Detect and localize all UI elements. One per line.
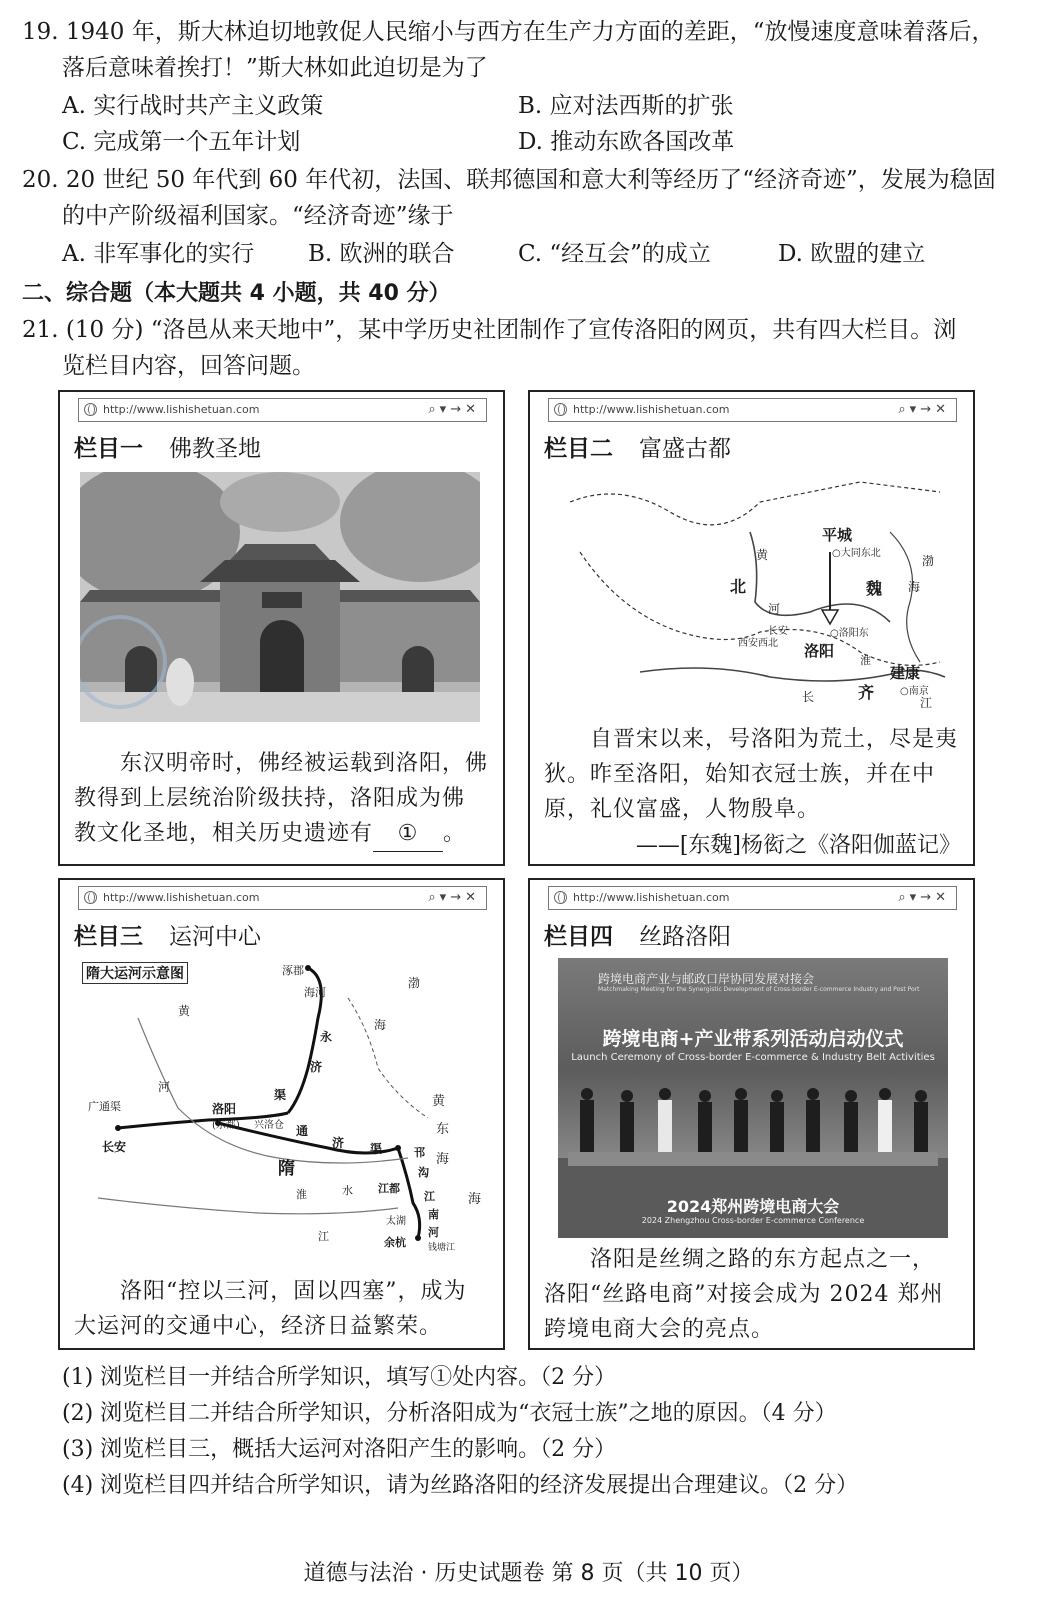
panel-ancient-capital (528, 390, 975, 866)
map-label-bohai: 渤 (922, 554, 935, 568)
map-label-huang2: 黄 (432, 1094, 446, 1109)
page-footer: 道德与法治 · 历史试题卷 第 8 页（共 10 页） (303, 1561, 754, 1586)
map-label-zhuojun: 涿郡 (282, 964, 304, 977)
panel-text-line3: 原，礼仪富盛，人物殷阜。 (544, 797, 821, 822)
url-text: http://www.lishishetuan.com (573, 891, 730, 904)
panel-title (74, 918, 261, 951)
map-label-han: 邗 (414, 1146, 425, 1159)
map-label-hai1: 海 (374, 1018, 387, 1032)
banner-line1: 跨境电商产业与邮政口岸协同发展对接会 (598, 972, 815, 986)
banner-line2: 跨境电商+产业带系列活动启动仪式 (602, 1028, 904, 1050)
map-label-shui: 水 (342, 1184, 353, 1197)
q19-stem-line1: 19. 1940 年，斯大林迫切地敦促人民缩小与西方在生产力方面的差距，“放慢速度意味着落后， (22, 19, 995, 45)
map-label-huai: 淮 (860, 654, 871, 667)
map-label-jiang: 江 (424, 1190, 435, 1203)
q19-option-d: D. 推动东欧各国改革 (518, 129, 735, 155)
northern-wei-map (560, 472, 950, 712)
map-label-bei: 北 (730, 577, 747, 596)
map-title: 隋大运河示意图 (82, 962, 188, 984)
browser-controls-icon[interactable]: ⌕▾→✕ (428, 890, 480, 905)
map-label-pingcheng: 平城 (822, 526, 853, 544)
banner-line1-en: Matchmaking Meeting for the Synergistic Development of Cross-border E-commerce Industry and Post Port (598, 986, 920, 993)
map-label-ji2: 济 (332, 1136, 345, 1150)
address-bar[interactable] (548, 398, 957, 422)
map-label-dong: 东 (436, 1122, 450, 1137)
panel-title (74, 430, 261, 463)
browser-controls-icon[interactable]: ⌕▾→✕ (898, 890, 950, 905)
map-label-sui: 隋 (278, 1159, 295, 1179)
address-bar[interactable] (78, 886, 487, 910)
panel-topic: 丝路洛阳 (639, 924, 731, 950)
q19-option-b: B. 应对法西斯的扩张 (518, 93, 734, 119)
panel-text-line2: 教得到上层统治阶级扶持，洛阳成为佛 (74, 786, 466, 811)
panel-topic: 运河中心 (169, 924, 261, 950)
map-label-qu: 渠 (274, 1088, 287, 1102)
banner-line3: 2024郑州跨境电商大会 (666, 1197, 840, 1216)
sui-canal-map (78, 958, 488, 1258)
map-label-xian: 西安西北 (738, 638, 778, 649)
panel-text-line1: 东汉明帝时，佛经被运载到洛阳，佛 (120, 751, 489, 776)
map-label-tong: 通 (296, 1124, 309, 1138)
map-label-hai3: 海 (468, 1192, 482, 1207)
map-label-luoyangdong: ○洛阳东 (830, 628, 869, 639)
map-label-qiantang: 钱塘江 (428, 1243, 456, 1253)
map-label-yuhang: 余杭 (384, 1236, 406, 1249)
q19-option-c: C. 完成第一个五年计划 (62, 129, 301, 155)
white-horse-temple-photo (80, 472, 480, 722)
map-label-chang: 长 (802, 690, 815, 704)
panel-topic: 佛教圣地 (169, 436, 261, 462)
subquestion-2: (2) 浏览栏目二并结合所学知识，分析洛阳成为“衣冠士族”之地的原因。（4 分） (62, 1401, 837, 1426)
map-label-taihu: 太湖 (386, 1216, 406, 1227)
panel-title (544, 918, 731, 951)
q20-stem-line2: 的中产阶级福利国家。“经济奇迹”缘于 (62, 203, 454, 229)
map-label-dongdu: (东都) (212, 1120, 240, 1131)
panel-canal-center (58, 878, 505, 1350)
map-label-he: 河 (158, 1080, 171, 1094)
map-label-wei: 魏 (866, 579, 883, 598)
globe-icon (84, 403, 97, 416)
panel-text-line2: 狄。昨至洛阳，始知衣冠士族，并在中 (544, 762, 936, 787)
q20-stem-line1: 20. 20 世纪 50 年代到 60 年代初，法国、联邦德国和意大利等经历了“经济奇迹”，发展为稳固 (22, 167, 996, 193)
address-bar[interactable] (548, 886, 957, 910)
map-label-nanjing: ○南京 (900, 686, 929, 697)
panel-label: 栏目一 (74, 436, 143, 462)
panel-topic: 富盛古都 (639, 436, 731, 462)
map-label-guangtong: 广通渠 (88, 1100, 121, 1113)
map-label-jiang2: 江 (318, 1230, 329, 1243)
map-label-jiangdu: 江都 (378, 1182, 400, 1195)
map-label-he2: 河 (428, 1226, 439, 1239)
map-label-changan: 长安 (102, 1140, 127, 1154)
url-text: http://www.lishishetuan.com (103, 403, 260, 416)
map-label-luoyang: 洛阳 (212, 1102, 237, 1116)
panel-silk-road (528, 878, 975, 1350)
map-label-huai: 淮 (296, 1188, 307, 1201)
q20-option-b: B. 欧洲的联合 (308, 241, 455, 267)
panel-buddhism (58, 390, 505, 866)
globe-icon (554, 891, 567, 904)
map-label-xingluocang: 兴洛仓 (254, 1120, 284, 1131)
answer-blank[interactable]: ① (373, 816, 443, 852)
ecommerce-conference-photo (558, 958, 948, 1238)
banner-line3-en: 2024 Zhengzhou Cross-border E-commerce Conference (641, 1216, 865, 1225)
map-label-yong: 永 (320, 1030, 333, 1044)
map-label-huang: 黄 (178, 1004, 191, 1018)
subquestion-3: (3) 浏览栏目三，概括大运河对洛阳产生的影响。（2 分） (62, 1437, 617, 1462)
q21-stem-line2: 览栏目内容，回答问题。 (62, 353, 315, 379)
panel-label: 栏目二 (544, 436, 613, 462)
map-label-hai2: 海 (436, 1152, 450, 1167)
q20-option-d: D. 欧盟的建立 (778, 241, 926, 267)
address-bar[interactable] (78, 398, 487, 422)
map-label-hai: 海 (908, 580, 921, 594)
url-text: http://www.lishishetuan.com (103, 891, 260, 904)
browser-controls-icon[interactable]: ⌕▾→✕ (898, 402, 950, 417)
panel-label: 栏目四 (544, 924, 613, 950)
map-label-he: 河 (768, 602, 781, 616)
map-label-qu2: 渠 (370, 1142, 383, 1156)
map-label-jiang: 江 (920, 696, 933, 710)
panel-text-line3: 教文化圣地，相关历史遗迹有 ① 。 (74, 816, 491, 852)
panel-text-line2: 大运河的交通中心，经济日益繁荣。 (74, 1314, 443, 1339)
map-label-bo: 渤 (408, 976, 421, 990)
banner-line2-en: Launch Ceremony of Cross-border E-commerce & Industry Belt Activities (571, 1052, 935, 1063)
url-text: http://www.lishishetuan.com (573, 403, 730, 416)
q21-stem-line1: 21. (10 分) “洛邑从来天地中”，某中学历史社团制作了宣传洛阳的网页，共有四大栏目。浏 (22, 317, 957, 343)
q19-stem-line2: 落后意味着挨打！”斯大林如此迫切是为了 (62, 55, 488, 81)
map-label-changan: 长安 (768, 626, 788, 637)
browser-controls-icon[interactable]: ⌕▾→✕ (428, 402, 480, 417)
map-label-huang: 黄 (756, 548, 769, 562)
globe-icon (554, 403, 567, 416)
section-heading: 二、综合题（本大题共 4 小题，共 40 分） (22, 281, 451, 306)
panel-title (544, 430, 731, 463)
map-label-jiankang: 建康 (890, 664, 921, 682)
map-label-luoyang: 洛阳 (804, 642, 835, 660)
panel-source: ——[东魏]杨衒之《洛阳伽蓝记》 (635, 833, 961, 858)
panel-text-line1: 自晋宋以来，号洛阳为荒土，尽是夷 (590, 727, 959, 752)
q20-option-a: A. 非军事化的实行 (62, 241, 255, 267)
panel-text-line1: 洛阳是丝绸之路的东方起点之一， (590, 1247, 936, 1272)
map-label-nan: 南 (428, 1208, 439, 1221)
q19-option-a: A. 实行战时共产主义政策 (62, 93, 324, 119)
globe-icon (84, 891, 97, 904)
map-label-gou: 沟 (418, 1166, 429, 1179)
subquestion-4: (4) 浏览栏目四并结合所学知识，请为丝路洛阳的经济发展提出合理建议。（2 分） (62, 1473, 859, 1498)
subquestion-1: (1) 浏览栏目一并结合所学知识，填写①处内容。（2 分） (62, 1365, 617, 1390)
map-label-qi: 齐 (858, 683, 875, 702)
panel-text-line3: 跨境电商大会的亮点。 (544, 1317, 775, 1342)
panel-text-line2: 洛阳“丝路电商”对接会成为 2024 郑州 (544, 1282, 944, 1307)
map-label-datong: ○大同东北 (832, 548, 881, 559)
panel-label: 栏目三 (74, 924, 143, 950)
q20-option-c: C. “经互会”的成立 (518, 241, 711, 267)
map-label-ji: 济 (310, 1060, 323, 1074)
panel-text-line1: 洛阳“控以三河，固以四塞”，成为 (120, 1279, 467, 1304)
map-label-haihe: 海河 (304, 986, 326, 999)
